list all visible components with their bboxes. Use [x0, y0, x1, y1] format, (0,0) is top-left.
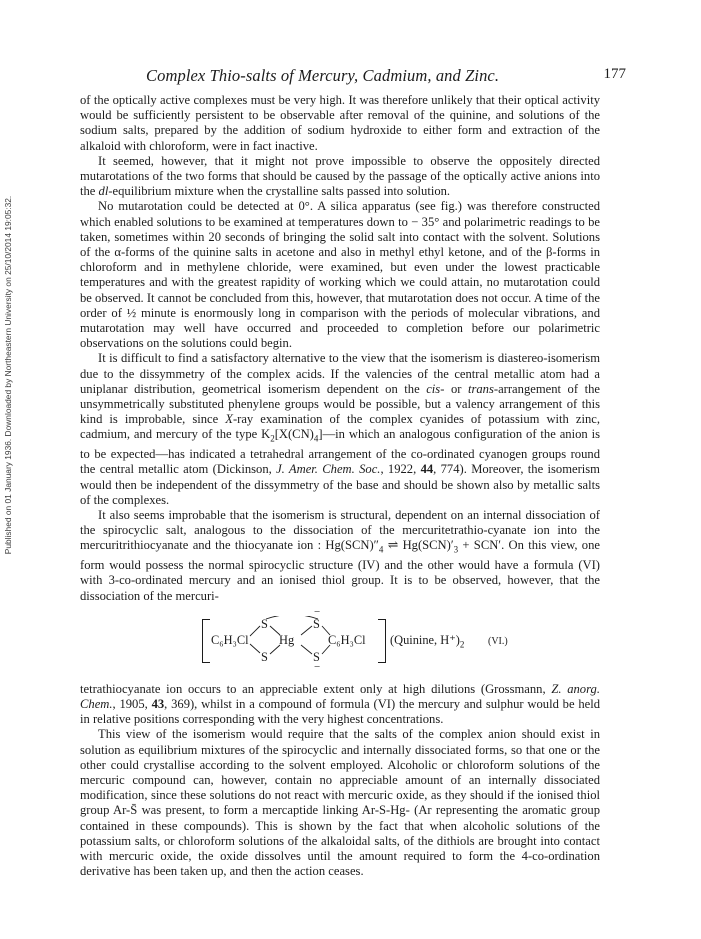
- running-title: Complex Thio-salts of Mercury, Cadmium, and Zinc.: [146, 66, 500, 85]
- page-number: 177: [603, 66, 626, 82]
- text-run: , 369), whilst in a compound of formula (VI) the mercury and sulphur would be held in relative positions corresponding with the very highest concentrations.: [80, 696, 600, 727]
- text-run: , 1905,: [112, 696, 152, 711]
- text-run: J. Amer. Chem. Soc.: [276, 462, 381, 477]
- text-run: 4: [313, 433, 319, 444]
- text-run: -arrangement of the unsymmetrically substituted phenylene groups would be possible, but a valency arrangement of this kind is improbable, since: [80, 381, 600, 427]
- text-run: It is difficult to find a satisfactory alternative to the view that the isomerism is diastereo-isomerism due to the dissymmetry of the complex acids. If the valencies of the central metallic atom had a uniplanar distribution, geometrical isomerism dependent on the: [80, 351, 600, 396]
- text-run: It seemed, however, that it might not prove impossible to observe the oppositely directed mutarotations of the two forms that should be caused by the passage of the optically active anions into the: [80, 153, 600, 199]
- paragraph: [80, 727, 600, 879]
- text-run: or: [444, 381, 468, 396]
- bond-lower-right-hg: [301, 645, 312, 654]
- paragraph: [80, 682, 600, 728]
- text-run: 4: [378, 544, 384, 555]
- text-run: [X(CN): [274, 427, 314, 442]
- paragraph: [80, 199, 600, 351]
- paragraph: [80, 93, 600, 154]
- bond-arc-upper: [266, 616, 318, 619]
- text-run: X: [225, 412, 233, 427]
- formula-sulphur-upper-right: S: [313, 616, 320, 631]
- paragraph: [80, 351, 600, 508]
- download-notice-text: Published on 01 January 1936. Downloaded by Northeastern University on 25/10/2014 19:05:32.: [3, 195, 13, 555]
- text-run: cis-: [426, 381, 445, 396]
- text-run: Z. anorg. Chem.: [80, 681, 600, 711]
- text-run: 2: [270, 433, 275, 444]
- formula-left-group: C₆H₃Cl: [211, 632, 249, 647]
- formula-bonds: [80, 616, 390, 674]
- text-run: , 1922,: [380, 462, 421, 477]
- text-run: This view of the isomerism would require that the salts of the complex anion should exist in solution as equilibrium mixtures of the spirocyclic and internally dissociated forms, so that one or the other could crystallise according to the solvent employed. Alcoholic or chloroform solutions of the mercuric compound can, however, contain no appreciable amount of an internally dissociated modification, since these solutions do not react with mercuric oxide, as they should if the ionised thiol group Ar-S̄ was present, to form a mercaptide linking Ar-S-Hg- (Ar representing the aromatic group contained in these compounds). This is shown by the fact that when alcoholic solutions of the potassium salts, or chloroform solutions of the alkaloidal salts, of the dithiols are brought into contact with mercuric oxide, the oxide dissolves until the amount required to form the 4-co-ordination derivative has been taken up, and then the action ceases.: [80, 727, 600, 879]
- structural-formula-vi: [80, 605, 600, 674]
- text-run: , 774). Moreover, the isomerism would then be independent of the dissymmetry of the base and should be shown also by metallic salts of the complexes.: [80, 462, 600, 507]
- text-run: 44: [420, 462, 434, 477]
- text-run: ]—in which an analogous configuration of the anion is to be expected—has indicated a tetrahedral arrangement of the co-ordinated cyanogen groups round the central metallic atom (Dickinson,: [80, 427, 600, 477]
- text-run: of the optically active complexes must be very high. It was therefore unlikely that their optical activity would be sufficiently persistent to be observable after removal of the quinine, and solutions of the sodium salts, prepared by the addition of sodium hydroxide to either form and extraction of the alkaloid with chloroform, were in fact inactive.: [80, 93, 600, 153]
- text-run: It also seems improbable that the isomerism is structural, dependent on an internal dissociation of the spirocyclic salt, analogous to the dissociation of the mercuritetrathio-cyanate ion into the mercuritrithiocyanate and the thiocyanate ion : Hg(SCN)″: [80, 508, 600, 553]
- bond-upper-right-ring: [322, 626, 330, 635]
- paragraph: [80, 508, 600, 604]
- formula-metal: Hg: [279, 632, 295, 647]
- download-notice: [0, 165, 16, 585]
- text-run: ⇌ Hg(SCN)′: [383, 538, 454, 553]
- paragraph: [80, 154, 600, 200]
- article-body: [80, 93, 600, 879]
- bond-upper-right-hg: [301, 626, 312, 635]
- bond-upper-left-ring: [250, 626, 260, 636]
- text-run: tetrathiocyanate ion occurs to an appreciable extent only at high dilutions (Grossmann,: [80, 681, 552, 696]
- text-run: -equilibrium mixture when the crystalline salts passed into solution.: [108, 184, 451, 199]
- formula-right-group: C₆H₃Cl: [328, 632, 366, 647]
- formula-sulphur-upper-left: S: [261, 616, 268, 631]
- text-run: 3: [453, 544, 459, 555]
- text-run: -ray examination of the complex cyanides of potassium with zinc, cadmium, and mercury of the type K: [80, 412, 600, 442]
- text-run: dl: [98, 184, 109, 199]
- text-run: + SCN′. On this view, one form would possess the normal spirocyclic structure (IV) and the other would have a formula (VI) with 3-co-ordinated mercury and an ionised thiol group. It is to be observed, however, that the dissociation of the mercuri-: [80, 538, 600, 603]
- bond-lower-left-hg: [270, 645, 280, 654]
- formula-bracket-right: [378, 619, 386, 663]
- formula-cation: (Quinine, $H^+)_2$: [390, 632, 465, 650]
- text-run: trans: [467, 381, 494, 396]
- page-header: [78, 66, 626, 86]
- bond-lower-left-ring: [250, 644, 260, 653]
- formula-charge-lower: −: [314, 660, 321, 673]
- text-run: No mutarotation could be detected at 0°. A silica apparatus (see fig.) was therefore constructed which enabled solutions to be examined at temperatures down to − 35° and polarimetric readings to be taken, sometimes within 20 seconds of bringing the solid salt into contact with the solvent. Solutions of the α-forms of the quinine salts in acetone and also in methyl ethyl ketone, and of the β-forms in chloroform and in methylene chloride, were examined, but even under the lowest practicable temperatures and with the greatest rapidity of working which we could attain, no mutarotation could be observed. It cannot be concluded from this, however, that mutarotation does not occur. A time of the order of ½ minute is enormously long in comparison with the periods of molecular vibrations, and mutarotation may well have occurred and proceeded to completion before our polarimetric observations on the solutions could begin.: [80, 199, 600, 351]
- bond-upper-left-hg: [270, 626, 280, 635]
- formula-charge-upper: −: [314, 605, 321, 618]
- formula-label: (VI.): [488, 635, 508, 647]
- text-run: 43: [151, 696, 165, 711]
- formula-sulphur-lower-left: S: [261, 649, 268, 664]
- formula-sulphur-lower-right: S: [313, 649, 320, 664]
- bond-lower-right-ring: [322, 645, 330, 654]
